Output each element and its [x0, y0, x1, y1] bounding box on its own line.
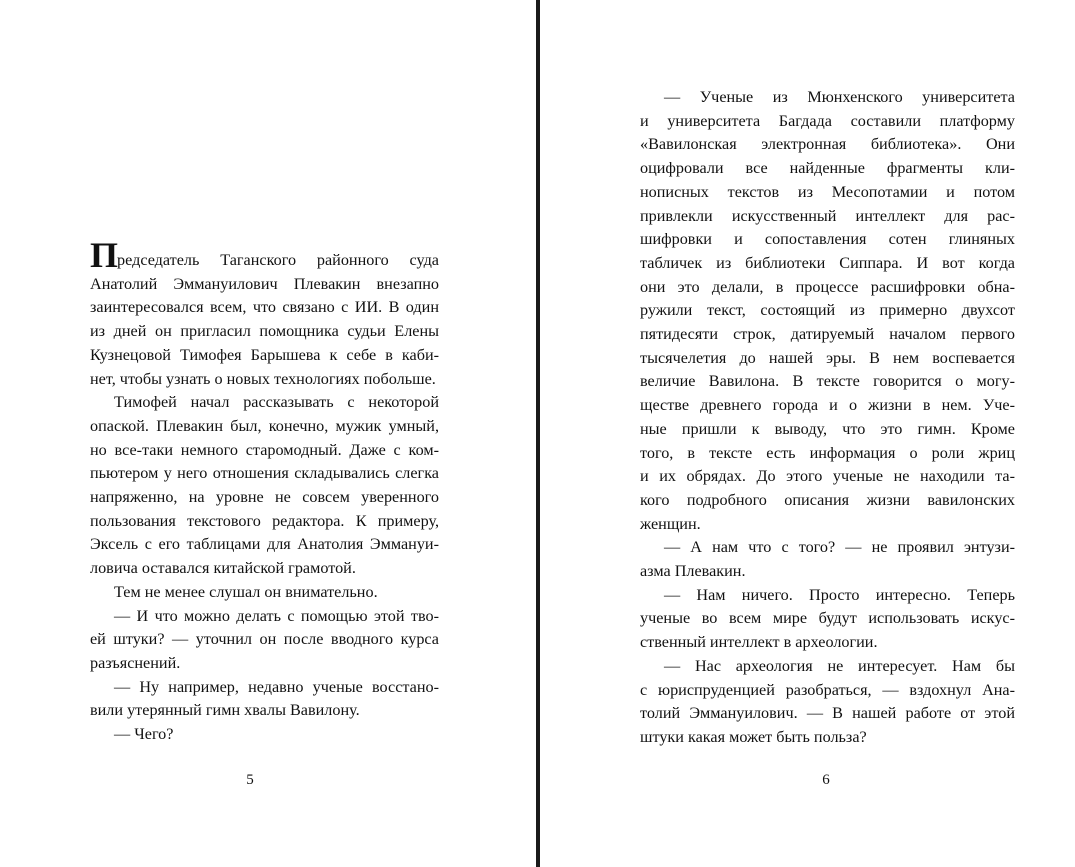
- text-line: пользования текстового редактора. К примеру,: [90, 511, 439, 530]
- text-line: тысячелетия до нашей эры. В нем воспевается: [640, 348, 1015, 367]
- text-line: Анатолий Эммануилович Плевакин внезапно: [90, 274, 439, 293]
- text-line: Эксель с его таблицами для Анатолия Эммануи-: [90, 535, 439, 554]
- text-line: толий Эммануилович. — В нашей работе от этой: [640, 704, 1015, 723]
- text-line: — А нам что с того? — не проявил энтузи-: [664, 538, 1015, 557]
- text-line: они это делали, в процессе расшифровки обна-: [640, 277, 1015, 296]
- text-line: того, в тексте есть информация о роли жриц: [640, 443, 1015, 462]
- text-line: пятидесяти строк, датируемый началом первого: [640, 325, 1015, 344]
- first-line-text: редседатель Таганского районного суда: [117, 251, 439, 269]
- text-line: ей штуки? — уточнил он после вводного курса: [90, 630, 439, 649]
- text-line: оцифровали все найденные фрагменты кли-: [640, 159, 1015, 178]
- text-line: ственный интеллект в археологии.: [640, 633, 878, 652]
- text-line: нет, чтобы узнать о новых технологиях побольше.: [90, 369, 436, 388]
- text-line: Кузнецовой Тимофея Барышева к себе в каби-: [90, 345, 439, 364]
- text-line: Тем не менее слушал он внимательно.: [114, 582, 378, 601]
- text-line: и их обрядах. До этого ученые не находили та-: [640, 467, 1015, 486]
- text-line: вили утерянный гимн хвалы Вавилону.: [90, 701, 360, 720]
- text-line: «Вавилонская электронная библиотека». Они: [640, 135, 1015, 154]
- page-number-right: 6: [822, 772, 830, 788]
- left-page-text: [90, 235, 439, 747]
- text-line: — Ну например, недавно ученые восстано-: [114, 677, 439, 696]
- right-page-text: [640, 86, 1015, 750]
- text-line: штуки какая может быть польза?: [640, 727, 867, 746]
- left-text-lines: [90, 273, 439, 747]
- text-line: азма Плевакин.: [640, 562, 746, 581]
- text-line: ловича оставался китайской грамотой.: [90, 559, 356, 578]
- text-line: шифровки и сопоставления сотен глиняных: [640, 230, 1015, 249]
- text-line: ществе древнего города и о жизни в нем. Уче-: [640, 396, 1015, 415]
- text-line: напряженно, на уровне не совсем уверенного: [90, 488, 439, 507]
- text-line: — Нам ничего. Просто интересно. Теперь: [664, 585, 1015, 604]
- text-line: пьютером у него отношения складывались слегка: [90, 464, 439, 483]
- text-line: и университета Багдада составили платформу: [640, 111, 1015, 130]
- text-line: — Нас археология не интересует. Нам бы: [664, 656, 1015, 675]
- text-line: кого подробного описания жизни вавилонских: [640, 490, 1015, 509]
- text-line: опаской. Плевакин был, конечно, мужик умный,: [90, 416, 439, 435]
- drop-cap: П: [90, 235, 118, 275]
- text-line: ружили текст, состоящий из примерно двухсот: [640, 301, 1015, 320]
- text-line: но все-таки немного старомодный. Даже с ком-: [90, 440, 439, 459]
- text-line: с юриспруденцией разобраться, — вздохнул Ана-: [640, 680, 1015, 699]
- text-line: — Чего?: [114, 725, 174, 744]
- page-number-left: 5: [246, 772, 254, 788]
- text-line: заинтересовался всем, что связано с ИИ. В один: [90, 298, 439, 317]
- text-line: — Ученые из Мюнхенского университета: [664, 88, 1015, 106]
- text-line: привлекли искусственный интеллект для рас-: [640, 206, 1015, 225]
- text-line: Тимофей начал рассказывать с некоторой: [114, 393, 439, 412]
- text-line: ные пришли к выводу, что это гимн. Кроме: [640, 419, 1015, 438]
- right-text-lines: [640, 86, 1015, 750]
- text-line: из дней он пригласил помощника судьи Елены: [90, 322, 439, 341]
- text-line: — И что можно делать с помощью этой тво-: [114, 606, 439, 625]
- text-line: табличек из библиотеки Сиппара. И вот когда: [640, 253, 1015, 272]
- text-line: ученые во всем мире будут использовать искус-: [640, 609, 1015, 628]
- text-line: нописных текстов из Месопотамии и потом: [640, 182, 1015, 201]
- text-line: разъяснений.: [90, 653, 181, 672]
- text-line: женщин.: [640, 514, 701, 533]
- first-line: [90, 235, 439, 275]
- text-line: величие Вавилона. В тексте говорится о могу-: [640, 372, 1015, 391]
